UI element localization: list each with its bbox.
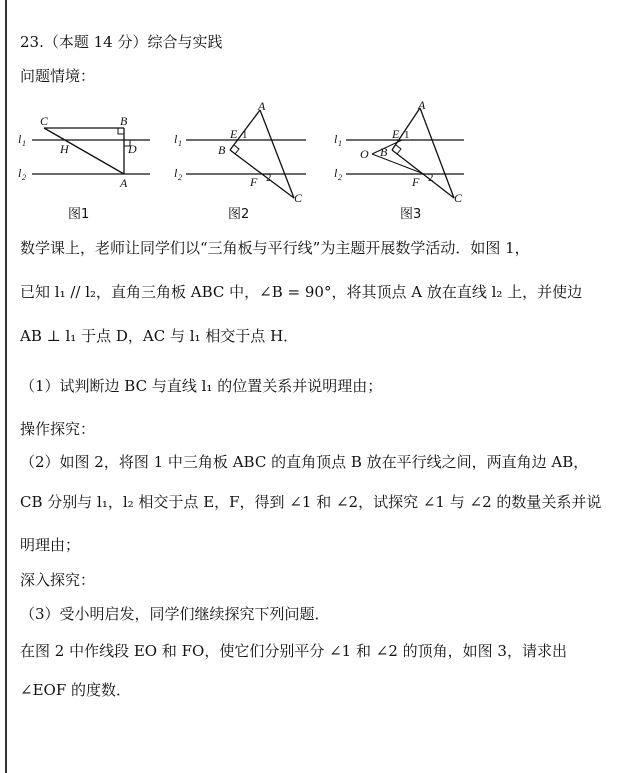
fig2-l1: l	[174, 132, 178, 146]
fig1-C: C	[40, 114, 49, 128]
fig1-B: B	[120, 114, 128, 128]
part-2-line-2: CB 分别与 l₁，l₂ 相交于点 E，F，得到 ∠1 和 ∠2，试探究 ∠1 与 ∠2 的数量关系并说	[20, 493, 602, 511]
part-3: （3）受小明启发，同学们继续探究下列问题．	[20, 605, 330, 623]
intro-line-3: AB ⊥ l₁ 于点 D，AC 与 l₁ 相交于点 H．	[20, 327, 299, 345]
fig2-l2: l	[174, 166, 178, 180]
figure-1	[14, 98, 164, 198]
fig3-C: C	[454, 191, 463, 205]
part-3-line-2: 在图 2 中作线段 EO 和 FO，使它们分别平分 ∠1 和 ∠2 的顶角，如图 3，请求出	[20, 642, 567, 660]
svg-text:1: 1	[22, 139, 26, 148]
intro-line-1: 数学课上，老师让同学们以“三角板与平行线”为主题开展数学活动．如图 1，	[20, 239, 530, 257]
fig3-angle1: 1	[404, 129, 410, 141]
situation-heading: 问题情境：	[20, 67, 96, 85]
fig3-A: A	[418, 98, 426, 112]
fig3-l1: l	[334, 132, 338, 146]
fig3-l2: l	[334, 166, 338, 180]
fig3-B: B	[380, 145, 388, 159]
figure-3-caption: 图3	[400, 207, 422, 222]
svg-text:2: 2	[22, 173, 26, 182]
part-2-line-3: 明理由；	[20, 536, 81, 554]
part-2-line-1: （2）如图 2，将图 1 中三角板 ABC 的直角顶点 B 放在平行线之间，两直角边 AB，	[20, 453, 589, 471]
fig1-A: A	[120, 176, 128, 190]
svg-text:1: 1	[338, 139, 342, 148]
fig2-E: E	[230, 127, 238, 141]
fig3-E: E	[392, 127, 400, 141]
fig2-A: A	[258, 99, 266, 113]
fig2-C: C	[294, 191, 303, 205]
figure-3	[330, 98, 480, 208]
fig2-angle2: 2	[266, 172, 272, 184]
figure-2	[170, 98, 320, 208]
svg-text:1: 1	[178, 139, 182, 148]
deep-heading: 深入探究：	[20, 571, 96, 589]
fig3-angle2: 2	[428, 172, 434, 184]
figure-2-caption: 图2	[228, 207, 250, 222]
fig2-F: F	[250, 175, 258, 189]
svg-text:2: 2	[338, 173, 342, 182]
explore-heading: 操作探究：	[20, 420, 96, 438]
margin-rule	[5, 0, 7, 773]
fig1-D: D	[128, 142, 137, 156]
fig1-l1: l	[18, 132, 22, 146]
fig2-B: B	[218, 143, 226, 157]
figure-1-caption: 图1	[68, 207, 90, 222]
fig2-angle1: 1	[242, 129, 248, 141]
question-header: 23.（本题 14 分）综合与实践	[20, 33, 223, 51]
part-1: （1）试判断边 BC 与直线 l₁ 的位置关系并说明理由；	[20, 377, 383, 395]
fig3-O: O	[360, 147, 369, 161]
fig1-l2: l	[18, 166, 22, 180]
fig1-H: H	[60, 142, 69, 156]
intro-line-2: 已知 l₁ // l₂，直角三角板 ABC 中，∠B = 90°，将其顶点 A 放在直线 l₂ 上，并使边	[20, 283, 583, 301]
part-3-line-3: ∠EOF 的度数．	[20, 681, 131, 699]
fig3-F: F	[412, 175, 420, 189]
svg-text:2: 2	[178, 173, 182, 182]
